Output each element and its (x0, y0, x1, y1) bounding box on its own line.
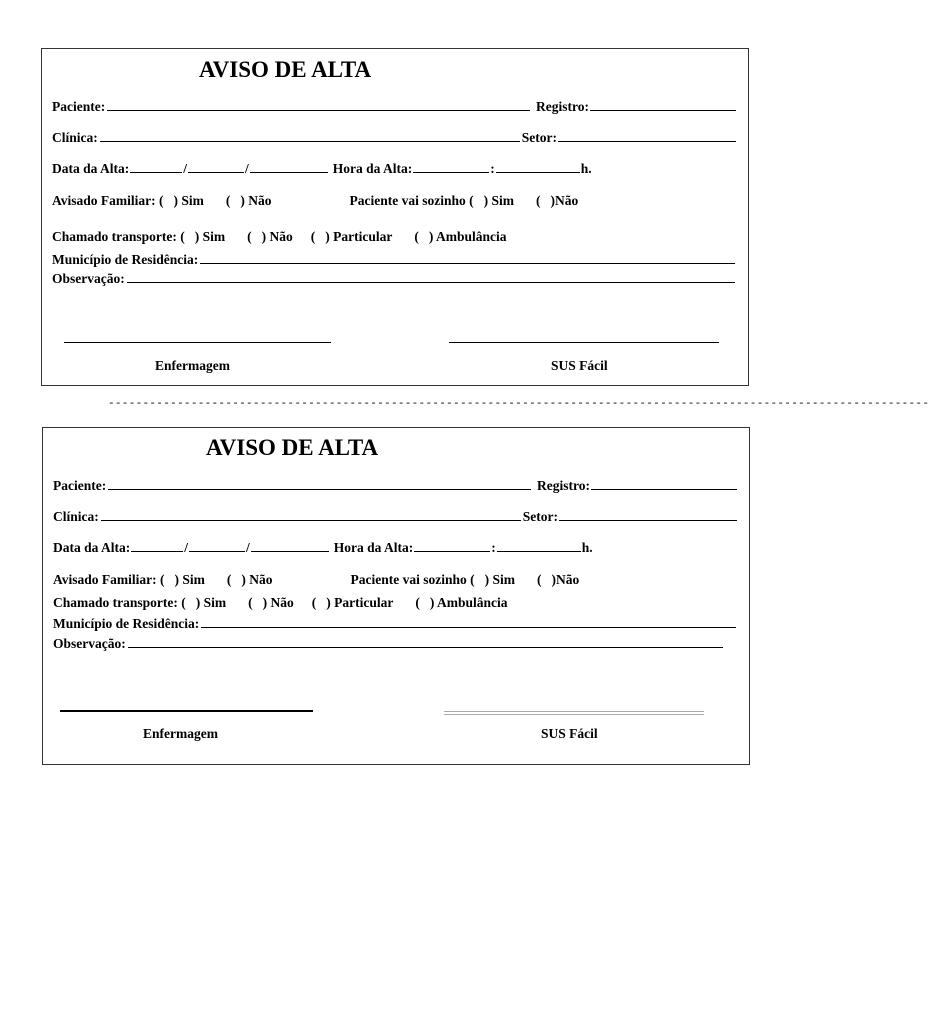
patient-field[interactable] (107, 99, 530, 111)
discharge-date-row (52, 161, 737, 177)
option-no[interactable]: ) Não (261, 229, 293, 244)
family-notified-row (53, 572, 738, 588)
patient-alone-label: Paciente vai sozinho ( (349, 193, 474, 208)
sector-label: Setor: (521, 130, 557, 145)
registry-field[interactable] (591, 478, 737, 490)
discharge-time-label: Hora da Alta: (333, 540, 414, 555)
discharge-notice-form-2 (42, 427, 750, 765)
date-slash: / (245, 161, 249, 176)
patient-field[interactable] (108, 478, 531, 490)
form-title: AVISO DE ALTA (206, 435, 379, 460)
date-slash: / (184, 540, 189, 555)
date-month-field[interactable] (189, 540, 245, 552)
time-h: h. (581, 540, 593, 555)
option-private[interactable]: ) Particular (325, 229, 393, 244)
patient-label: Paciente: (52, 99, 106, 114)
date-day-field[interactable] (130, 161, 182, 173)
option-yes[interactable]: ) Sim (174, 572, 205, 587)
option-open-paren: ( (311, 595, 317, 610)
option-open-paren: ( (536, 193, 541, 208)
signature-line-nursing[interactable] (60, 710, 313, 712)
signature-line-sus[interactable] (444, 711, 704, 715)
date-slash: / (246, 540, 250, 555)
municipality-label: Município de Residência: (52, 252, 199, 267)
signature-label-sus: SUS Fácil (541, 726, 598, 741)
sector-label: Setor: (522, 509, 558, 524)
time-hour-field[interactable] (413, 161, 489, 173)
transport-row (53, 595, 738, 611)
patient-row (53, 478, 738, 494)
time-hour-field[interactable] (414, 540, 490, 552)
time-minute-field[interactable] (497, 540, 581, 552)
option-open-paren: ( (414, 229, 419, 244)
signature-line-sus[interactable] (449, 342, 719, 343)
patient-label: Paciente: (53, 478, 107, 493)
family-notified-label: Avisado Familiar: ( (52, 193, 164, 208)
option-yes[interactable]: ) Sim (173, 193, 204, 208)
option-no[interactable]: ) Não (240, 193, 272, 208)
date-month-field[interactable] (188, 161, 244, 173)
time-h: h. (580, 161, 592, 176)
municipality-field[interactable] (200, 252, 735, 264)
option-ambulance[interactable]: ) Ambulância (428, 229, 507, 244)
option-no[interactable]: )Não (551, 572, 580, 587)
signature-line-nursing[interactable] (64, 342, 331, 343)
signature-label-nursing: Enfermagem (143, 726, 218, 741)
option-private[interactable]: ) Particular (326, 595, 394, 610)
sector-field[interactable] (559, 509, 737, 521)
date-year-field[interactable] (250, 161, 328, 173)
sector-field[interactable] (558, 130, 736, 142)
clinic-label: Clínica: (52, 130, 98, 145)
discharge-date-label: Data da Alta: (52, 161, 130, 176)
clinic-field[interactable] (101, 509, 521, 521)
option-yes[interactable]: ) Sim (195, 595, 227, 610)
option-open-paren: ( (415, 595, 420, 610)
time-minute-field[interactable] (496, 161, 580, 173)
registry-label: Registro: (537, 478, 590, 493)
municipality-row (52, 252, 737, 268)
municipality-row (53, 616, 738, 632)
observation-row (53, 636, 725, 652)
signature-label-sus: SUS Fácil (551, 358, 608, 373)
clinic-label: Clínica: (53, 509, 99, 524)
option-no[interactable]: )Não (550, 193, 579, 208)
time-colon: : (490, 161, 495, 176)
family-notified-row (52, 193, 737, 209)
discharge-time-label: Hora da Alta: (332, 161, 413, 176)
observation-label: Observação: (52, 271, 125, 286)
clinic-row (53, 509, 738, 525)
date-year-field[interactable] (251, 540, 329, 552)
transport-label: Chamado transporte: ( (53, 595, 186, 610)
date-day-field[interactable] (131, 540, 183, 552)
time-colon: : (491, 540, 496, 555)
option-yes[interactable]: ) Sim (484, 572, 515, 587)
discharge-date-label: Data da Alta: (53, 540, 131, 555)
option-open-paren: ( (247, 229, 252, 244)
option-no[interactable]: ) Não (262, 595, 294, 610)
option-yes[interactable]: ) Sim (483, 193, 514, 208)
municipality-field[interactable] (201, 616, 736, 628)
municipality-label: Município de Residência: (53, 616, 200, 631)
option-yes[interactable]: ) Sim (194, 229, 226, 244)
date-slash: / (183, 161, 188, 176)
discharge-date-row (53, 540, 738, 556)
option-no[interactable]: ) Não (241, 572, 273, 587)
option-open-paren: ( (310, 229, 316, 244)
signature-label-nursing: Enfermagem (155, 358, 230, 373)
patient-row (52, 99, 737, 115)
observation-field[interactable] (127, 271, 735, 283)
discharge-notice-form-1 (41, 48, 749, 386)
option-open-paren: ( (537, 572, 542, 587)
option-open-paren: ( (248, 595, 253, 610)
patient-alone-label: Paciente vai sozinho ( (350, 572, 475, 587)
family-notified-label: Avisado Familiar: ( (53, 572, 165, 587)
registry-field[interactable] (590, 99, 736, 111)
clinic-field[interactable] (100, 130, 520, 142)
observation-label: Observação: (53, 636, 126, 651)
cut-line: ----------------------------------------------------------------------------------------------------------------------- (108, 398, 929, 410)
observation-field[interactable] (128, 636, 723, 648)
option-ambulance[interactable]: ) Ambulância (429, 595, 508, 610)
option-open-paren: ( (226, 572, 232, 587)
clinic-row (52, 130, 737, 146)
option-open-paren: ( (225, 193, 231, 208)
transport-label: Chamado transporte: ( (52, 229, 185, 244)
transport-row (52, 229, 737, 245)
form-title: AVISO DE ALTA (199, 57, 372, 82)
registry-label: Registro: (536, 99, 589, 114)
observation-row (52, 271, 737, 287)
